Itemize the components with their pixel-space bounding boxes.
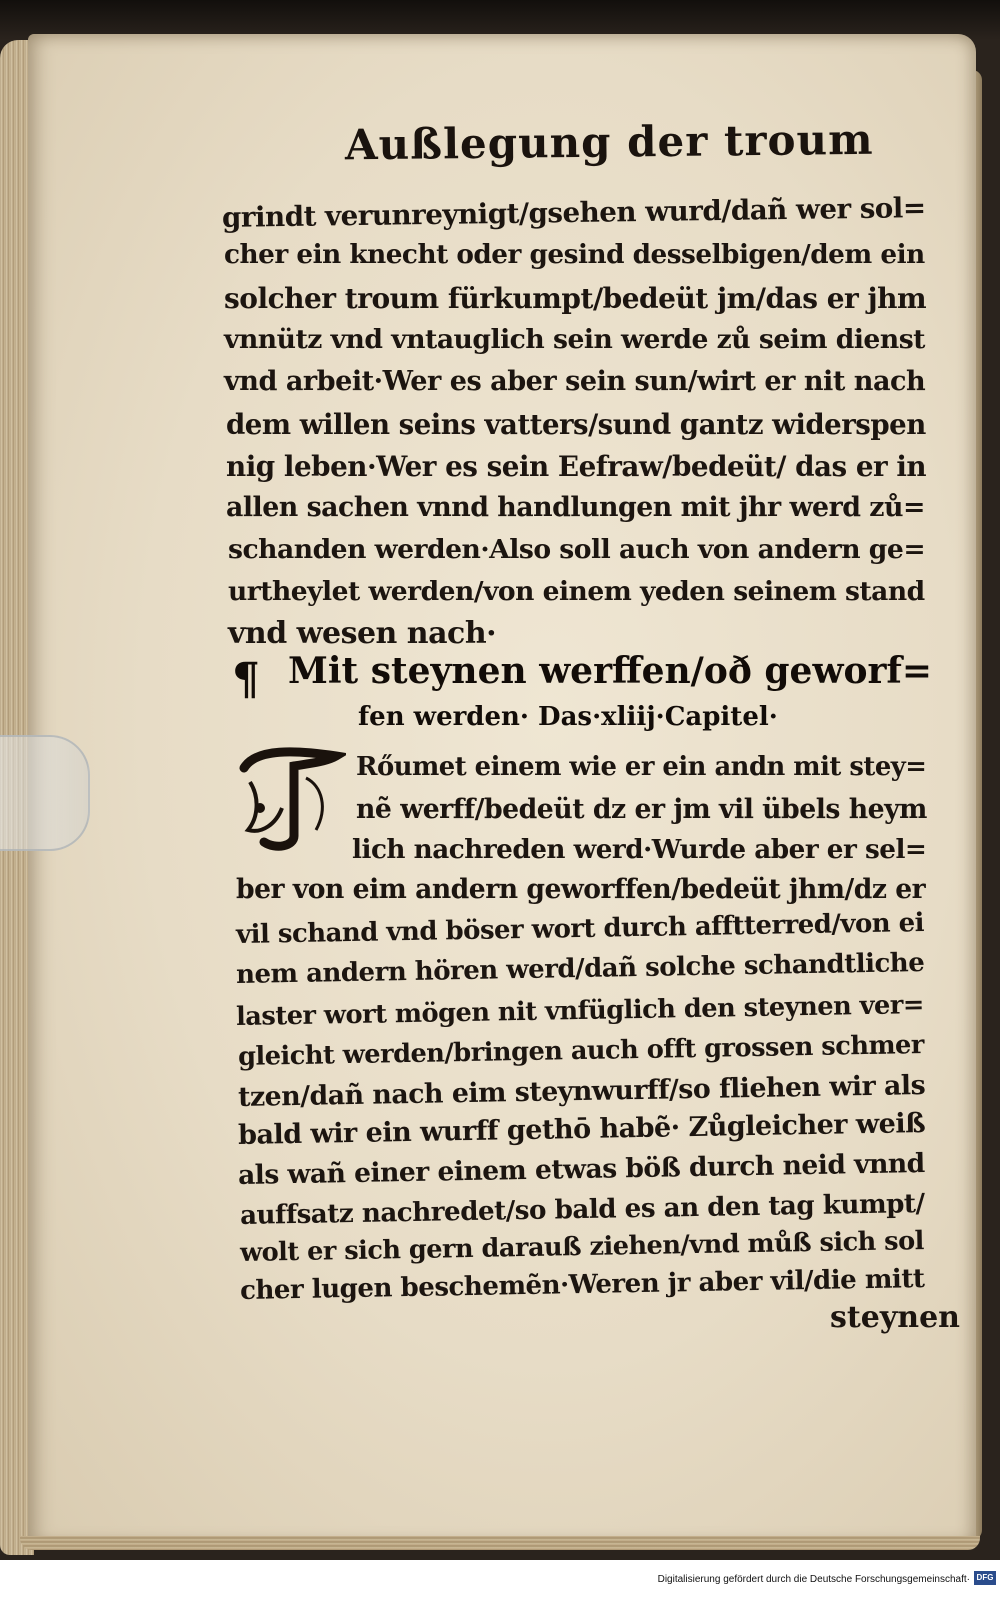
text-line: gleicht werden/bringen auch offt grossen schmer — [237, 1030, 925, 1072]
text-line: schanden werden·Also soll auch von andern ge= — [228, 534, 926, 565]
pilcrow-mark: ¶ — [232, 654, 260, 705]
text-line: nem andern hören werd/dañ solche schandtliche — [235, 947, 925, 991]
text-line: wolt er sich gern darauß ziehen/vnd můß sich sol — [239, 1226, 925, 1268]
text-line: nig leben·Wer es sein Eefraw/bedeüt/ das er in — [226, 450, 927, 483]
text-line: cher lugen beschemẽn·Weren jr aber vil/die mitt — [239, 1264, 925, 1306]
footer-bar — [0, 1560, 1000, 1599]
text-line: ber von eim andern geworffen/bedeüt jhm/dz er — [236, 874, 926, 905]
catchword: steynen — [830, 1300, 960, 1335]
text-line: als wañ einer einem etwas böß durch neid vnnd — [237, 1148, 925, 1191]
text-line: solcher troum fürkumpt/bedeüt jm/das er jhm — [224, 282, 927, 315]
text-line: urtheylet werden/von einem yeden seinem stand — [228, 576, 925, 607]
text-line: grindt verunreynigt/gsehen wurd/dañ wer sol= — [221, 191, 926, 234]
text-line: vil schand vnd böser wort durch afftterred/von ei — [235, 907, 925, 951]
running-head: Außlegung der troum — [344, 114, 874, 170]
text-line: dem willen seins vatters/sund gantz widerspen — [226, 408, 926, 441]
text-line: vnnütz vnd vntauglich sein werde zů seim dienst — [224, 324, 925, 355]
text-line: vnd wesen nach· — [228, 616, 497, 651]
text-line: auffsatz nachredet/so bald es an den tag kumpt/ — [239, 1188, 925, 1231]
text-line: cher ein knecht oder gesind desselbigen/dem ein — [224, 239, 925, 270]
text-line: laster wort mögen nit vnfüglich den steynen ver= — [235, 989, 925, 1033]
plastic-clip — [0, 735, 90, 851]
text-line: nẽ werff/bedeüt dz er jm vil übels heym — [356, 794, 927, 825]
text-line: bald wir ein wurff gethō habẽ· Zůgleicher weiß — [237, 1108, 926, 1151]
text-line: lich nachreden werd·Wurde aber er sel= — [352, 834, 927, 865]
dfg-logo: DFG — [974, 1571, 996, 1585]
text-line: allen sachen vnnd handlungen mit jhr werd zů= — [226, 492, 925, 523]
chapter-heading-line-1: Mit steynen werffen/oð geworf= — [288, 650, 933, 692]
decorated-initial — [236, 738, 346, 858]
text-line: Rőumet einem wie er ein andn mit stey= — [356, 752, 927, 782]
text-line: vnd arbeit·Wer es aber sein sun/wirt er nit nach — [224, 366, 926, 397]
funding-credit: Digitalisierung gefördert durch die Deutsche Forschungsgemeinschaft· — [657, 1574, 970, 1585]
text-line: tzen/dañ nach eim steynwurff/so fliehen wir als — [237, 1070, 926, 1113]
page-edges-bottom — [20, 1536, 980, 1550]
chapter-heading-line-2: fen werden· Das·xliij·Capitel· — [358, 702, 778, 732]
